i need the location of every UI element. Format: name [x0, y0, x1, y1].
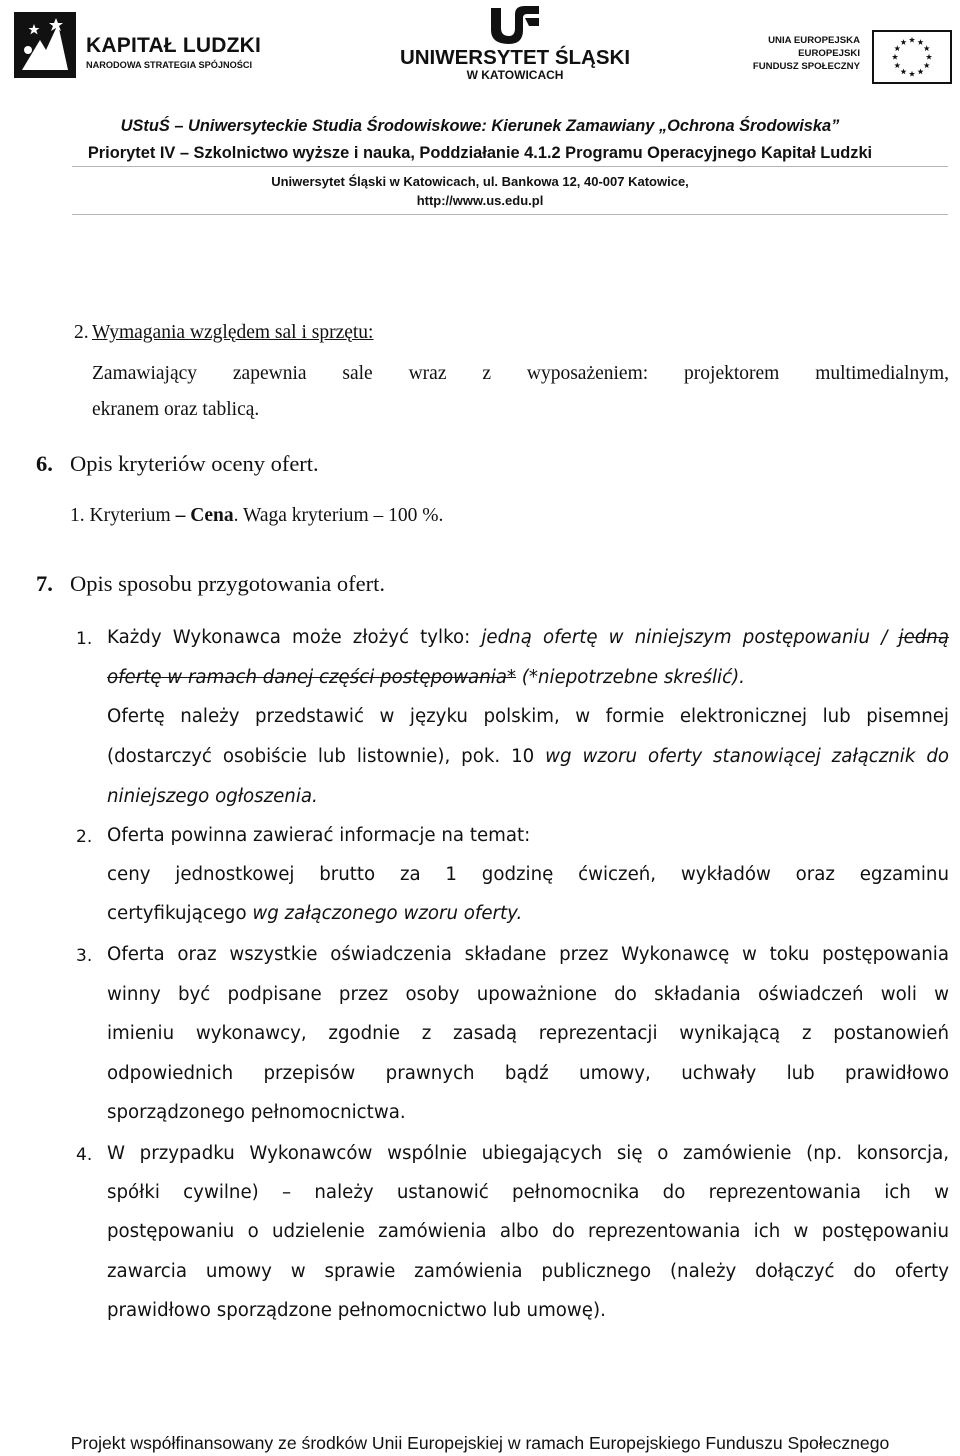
- item-1-line-2: [107, 667, 745, 688]
- section-7-number: 7.: [36, 571, 53, 596]
- ue-line-3: FUNDUSZ SPOŁECZNY: [752, 61, 860, 72]
- item-1-line-3: Ofertę należy przedstawić w języku polskim, w formie elektronicznej lub pisemnej: [107, 706, 949, 727]
- item-2-line-1: Oferta powinna zawierać informacje na temat:: [107, 825, 531, 846]
- kapital-ludzki-emblem-icon: [12, 10, 78, 80]
- item-2-line-2: ceny jednostkowej brutto za 1 godzinę ćwiczeń, wykładów oraz egzaminu: [107, 864, 949, 885]
- requirements-text-line-1: Zamawiający zapewnia sale wraz z wyposażeniem: projektorem multimedialnym,: [92, 363, 949, 384]
- item-3-line-5: sporządzonego pełnomocnictwa.: [107, 1102, 406, 1123]
- item-4-number: 4.: [76, 1145, 93, 1165]
- ue-line-1: UNIA EUROPEJSKA: [768, 35, 860, 46]
- item-1-line-1: [107, 627, 949, 648]
- header-divider-bottom: [72, 214, 948, 215]
- item-2-line-3: [107, 903, 522, 924]
- footer-funding-note: Projekt współfinansowany ze środków Unii Europejskiej w ramach Europejskiego Funduszu Społecznego: [70, 1433, 890, 1453]
- university-url[interactable]: http://www.us.edu.pl: [416, 193, 544, 208]
- item-4-line-2: spółki cywilne) – należy ustanowić pełnomocnika do reprezentowania ich w: [107, 1182, 949, 1203]
- criterion-number: 1.: [70, 505, 85, 526]
- item-4-line-4: zawarcia umowy w sprawie zamówienia publicznego (należy dołączyć do oferty: [107, 1261, 949, 1282]
- header-divider-top: [72, 166, 948, 167]
- kapital-ludzki-subtitle: NARODOWA STRATEGIA SPÓJNOŚCI: [86, 60, 253, 70]
- criterion-label: Kryterium: [89, 505, 171, 526]
- criterion-weight: . Waga kryterium – 100 %.: [233, 505, 444, 526]
- item-1-line-4-italic: wg wzoru oferty stanowiącej załącznik do: [534, 746, 949, 767]
- ue-logo: [742, 20, 952, 80]
- requirements-heading: Wymagania względem sal i sprzętu:: [92, 322, 374, 343]
- university-address: Uniwersytet Śląski w Katowicach, ul. Bankowa 12, 40-007 Katowice,: [271, 174, 689, 189]
- project-priority: Priorytet IV – Szkolnictwo wyższe i nauka, Poddziałanie 4.1.2 Programu Operacyjnego Kapitał Ludzki: [87, 144, 873, 162]
- item-4-line-1: W przypadku Wykonawców wspólnie ubiegających się o zamówienie (np. konsorcja,: [107, 1143, 949, 1164]
- project-title: UStuŚ – Uniwersyteckie Studia Środowiskowe: Kierunek Zamawiany „Ochrona Środowiska”: [120, 117, 840, 135]
- criterion-name: Cena: [190, 505, 234, 526]
- item-2-line-3-italic: wg załączonego wzoru oferty.: [246, 903, 523, 924]
- item-4-line-5: prawidłowo sporządzone pełnomocnictwo lub umowę).: [107, 1300, 606, 1321]
- item-3-line-2: winny być podpisane przez osoby upoważnione do składania oświadczeń woli w: [107, 984, 949, 1005]
- item-3-number: 3.: [76, 946, 93, 966]
- criterion-dash: –: [170, 505, 191, 526]
- item-3-line-1: Oferta oraz wszystkie oświadczenia składane przez Wykonawcę w toku postępowania: [107, 944, 949, 965]
- section-6-title: Opis kryteriów oceny ofert.: [70, 451, 319, 476]
- uniwersytet-emblem-icon: [485, 4, 545, 46]
- criterion-line: [70, 505, 443, 527]
- item-1-line-1-struck: jedną: [898, 627, 949, 648]
- requirements-text-line-2: ekranem oraz tablicą.: [92, 399, 260, 420]
- item-2-line-3-text: certyfikującego: [107, 903, 247, 924]
- item-2-number: 2.: [76, 827, 93, 847]
- item-3-line-4: odpowiednich przepisów prawnych bądź umowy, uchwały lub prawidłowo: [107, 1063, 949, 1084]
- item-3-line-3: imieniu wykonawcy, zgodnie z zasadą reprezentacji wynikającą z postanowień: [107, 1023, 949, 1044]
- item-1-footnote: (*niepotrzebne skreślić).: [516, 667, 745, 688]
- item-1-struck-text: ofertę w ramach danej części postępowania*: [107, 667, 517, 688]
- uniwersytet-city: W KATOWICACH: [466, 68, 564, 82]
- uniwersytet-title: UNIWERSYTET ŚLĄSKI: [399, 46, 631, 69]
- kapital-ludzki-title: KAPITAŁ LUDZKI: [86, 34, 262, 57]
- section-6-number: 6.: [36, 451, 53, 476]
- item-1-line-4-text: (dostarczyć osobiście lub listownie), pok. 10: [107, 746, 535, 767]
- item-1-line-4: [107, 746, 949, 767]
- item-1-number: 1.: [76, 629, 93, 649]
- item-1-line-1-text: Każdy Wykonawca może złożyć tylko:: [107, 627, 471, 648]
- item-1-line-1-option: jedną ofertę w niniejszym postępowaniu /: [481, 627, 888, 648]
- kapital-ludzki-logo: [12, 10, 262, 88]
- requirements-number: 2.: [74, 322, 89, 343]
- uniwersytet-logo: [390, 4, 640, 88]
- ue-line-2: EUROPEJSKI: [798, 48, 860, 59]
- item-1-line-5: niniejszego ogłoszenia.: [107, 786, 318, 807]
- section-7-title: Opis sposobu przygotowania ofert.: [70, 571, 385, 596]
- ue-logo-text: [753, 34, 860, 73]
- item-4-line-3: postępowaniu o udzielenie zamówienia albo do reprezentowania ich w postępowaniu: [107, 1221, 949, 1242]
- eu-flag-icon: [872, 30, 952, 84]
